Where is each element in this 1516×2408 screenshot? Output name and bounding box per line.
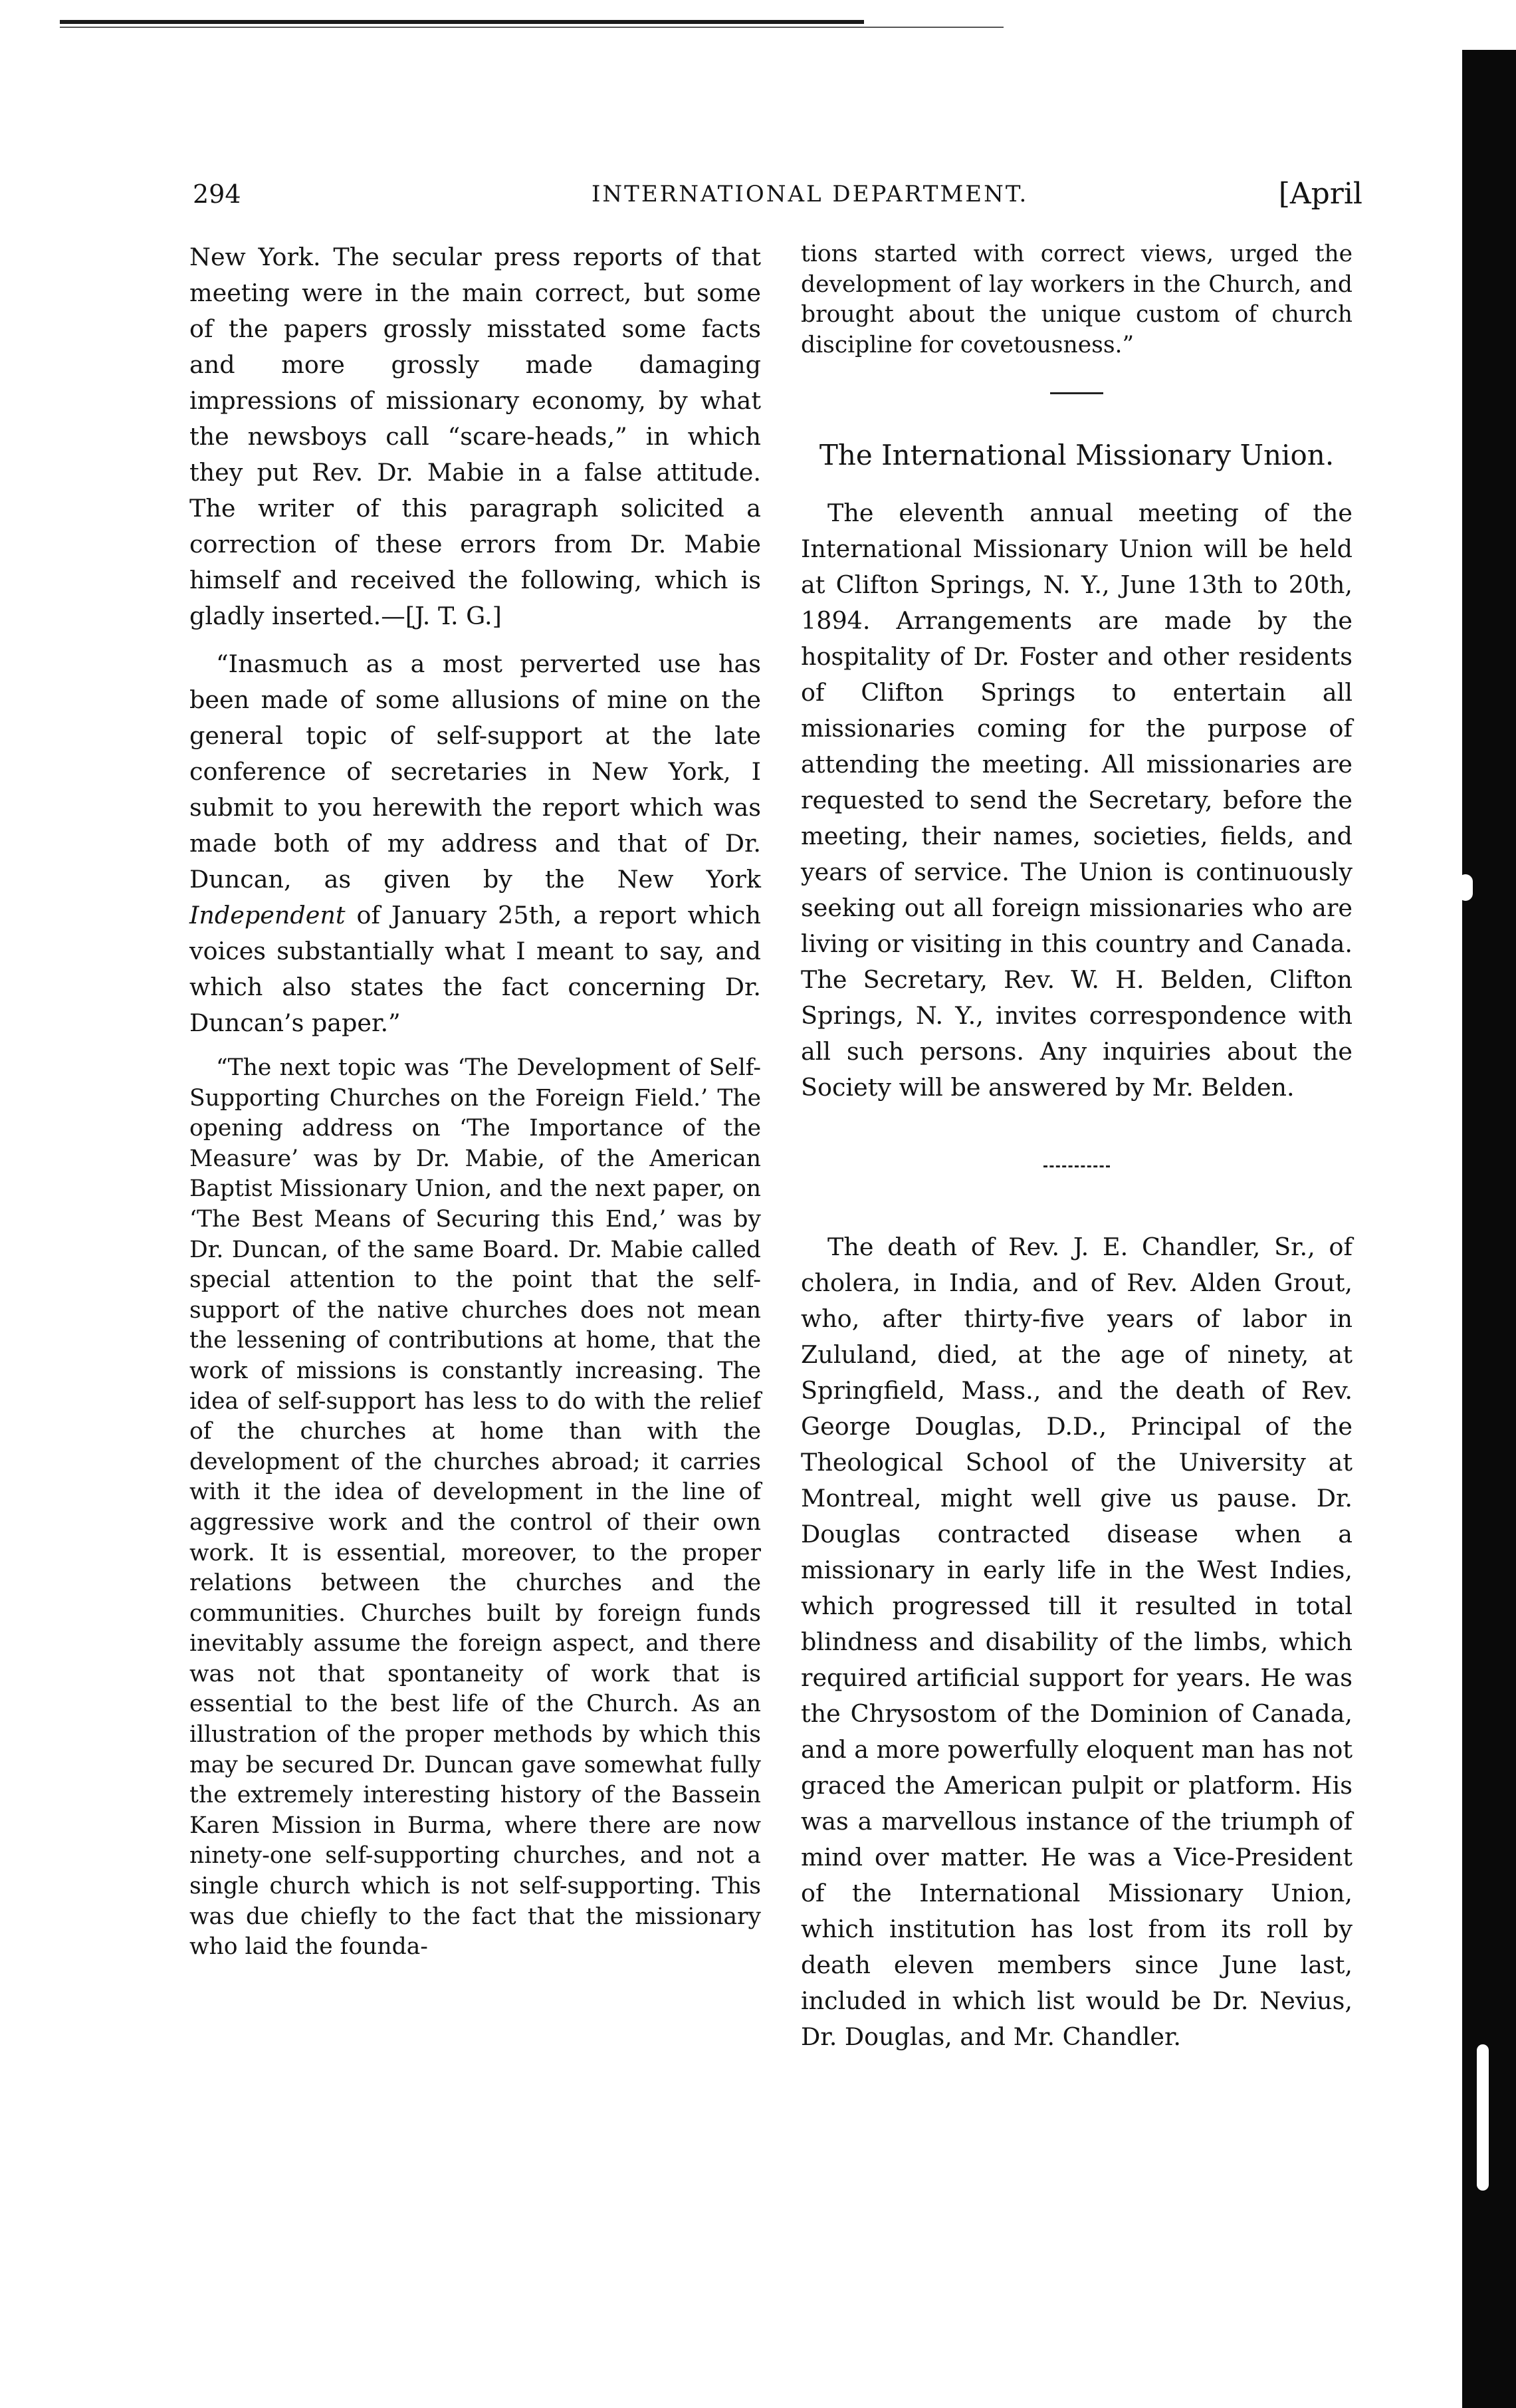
binding-edge [1462, 50, 1516, 2408]
right-paragraph-3: The death of Rev. J. E. Chandler, Sr., of cholera, in India, and of Rev. Alden Grout, who, after thirty-five years of labor in Zululand, died, at the age of ninety, at Springfield, Mass., and the death of Rev. George Douglas, D.D., Principal of the Theological School of the University at Montreal, might well give us pause. Dr. Douglas contracted disease when a missionary in early life in the West Indies, which progressed till it resulted in total blindness and disability of the limbs, which required artificial support for years. He was the Chrysostom of the Dominion of Canada, and a more powerfully eloquent man has not graced the American pulpit or platform. His was a marvellous instance of the triumph of mind over matter. He was a Vice-President of the International Missionary Union, which institution has lost from its roll by death eleven members since June last, included in which list would be Dr. Nevius, Dr. Douglas, and Mr. Chandler. [801, 1233, 1353, 2052]
left-paragraph-2: “Inasmuch as a most perverted use has been made of some allusions of mine on the general topic of self-support at the late conference of secretaries in New York, I submit to you herewith the report which was made both of my address and that of Dr. Duncan, as given by the New York Independent of January 25th, a report which voices substantially what I meant to say, and which also states the fact concerning Dr. Duncan’s paper.” [189, 650, 761, 1037]
right-paragraph-2: The eleventh annual meeting of the International Missionary Union will be held at Clifton Springs, N. Y., June 13th to 20th, 1894. Arrangements are made by the hospitality of Dr. Foster and other residents of Clifton Springs to entertain all missionaries coming for the purpose of attending the meeting. All missionaries are requested to send the Secretary, before the meeting, their names, societies, fields, and years of service. The Union is continuously seeking out all foreign missionaries who are living or visiting in this country and Canada. The Secretary, Rev. W. H. Belden, Clifton Springs, N. Y., invites correspondence with all such persons. Any inquiries about the Society will be answered by Mr. Belden. [801, 499, 1353, 1102]
left-paragraph-1: New York. The secular press reports of that meeting were in the main correct, but some of the papers grossly misstated some facts and more grossly made damaging impressions of missionary economy, by what the newsboys call “scare-heads,” in which they put Rev. Dr. Mabie in a false attitude. The writer of this paragraph solicited a correction of these errors from Dr. Mabie himself and received the following, which is gladly inserted.—[J. T. G.] [189, 243, 761, 630]
right-paragraph-1: tions started with correct views, urged the development of lay workers in the Church, and brought about the unique custom of church discipline for covetousness.” [801, 241, 1353, 358]
top-rule-thin [60, 27, 1004, 28]
running-month: [April [1278, 177, 1362, 211]
publication-name: Independent [189, 901, 346, 929]
top-rule [60, 20, 864, 24]
section-separator-dashed [1043, 1165, 1110, 1169]
page-number: 294 [193, 180, 241, 209]
section-separator [1050, 392, 1103, 394]
running-title: INTERNATIONAL DEPARTMENT. [592, 181, 1029, 207]
left-column [189, 239, 761, 1963]
left-paragraph-3: “The next topic was ‘The Development of Self-Supporting Churches on the Foreign Field.’ The opening address on ‘The Importance of the Measure’ was by Dr. Mabie, of the American Baptist Missionary Union, and the next paper, on ‘The Best Means of Securing this End,’ was by Dr. Duncan, of the same Board. Dr. Mabie called special attention to the point that the self-support of the native churches does not mean the lessening of contributions at home, that the work of missions is constantly increasing. The idea of self-support has less to do with the relief of the churches at home than with the development of the churches abroad; it carries with it the idea of development in the line of aggressive work and the control of their own work. It is essential, moreover, to the proper relations between the churches and the communities. Churches built by foreign funds inevitably assume the foreign aspect, and there was not that spontaneity of work that is essential to the best life of the Church. As an illustration of the proper methods by which this may be secured Dr. Duncan gave somewhat fully the extremely interesting history of the Bassein Karen Mission in Burma, where there are now ninety-one self-supporting churches, and not a single church which is not self-supporting. This was due chiefly to the fact that the missionary who laid the founda- [189, 1054, 761, 1961]
running-head [193, 174, 1362, 214]
section-heading: The International Missionary Union. [819, 439, 1335, 472]
right-column [801, 239, 1353, 2055]
